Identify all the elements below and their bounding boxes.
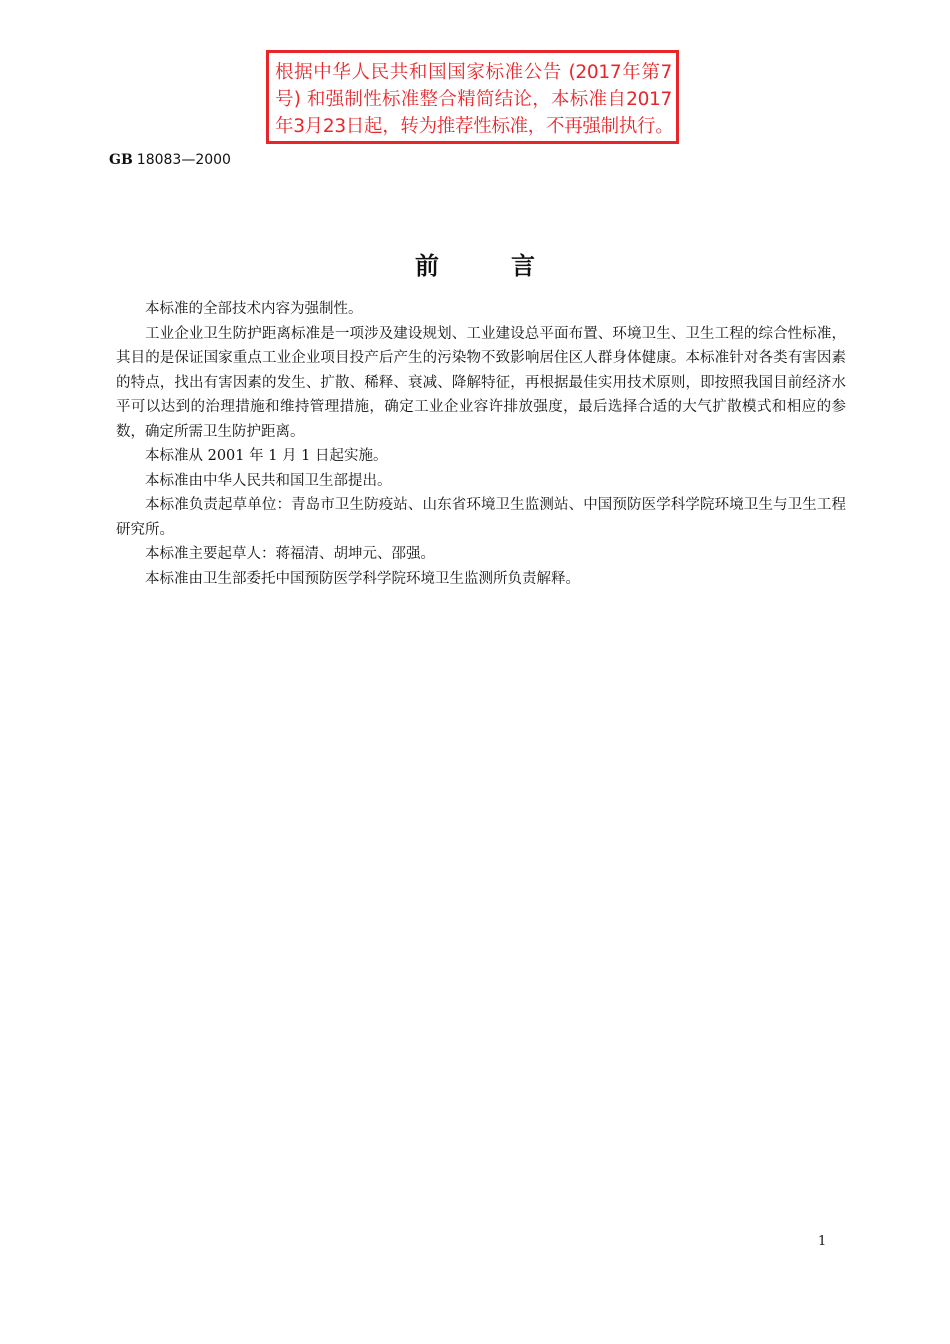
paragraph-purpose: 工业企业卫生防护距离标准是一项涉及建设规划、工业建设总平面布置、环境卫生、卫生工程的综合性标准，其目的是保证国家重点工业企业项目投产后产生的污染物不致影响居住区人群身体健康。本标准针对各类有害因素的特点，找出有害因素的发生、扩散、稀释、衰减、降解特征，再根据最佳实用技术原则，即按照我国目前经济水平可以达到的治理措施和维持管理措施，确定工业企业容许排放强度，最后选择合适的大气扩散模式和相应的参数，确定所需卫生防护距离。 [116,325,846,440]
paragraph-drafters: 本标准主要起草人：蒋福清、胡坤元、邵强。 [145,546,435,562]
standard-code-header [109,152,231,168]
paragraph-drafting-units: 本标准负责起草单位：青岛市卫生防疫站、山东省环境卫生监测站、中国预防医学科学院环境卫生与卫生工程研究所。 [116,497,846,538]
notice-line-3: 年3月23日起，转为推荐性标准，不再强制执行。 [275,116,674,137]
paragraph-effective-date: 本标准从 2001 年 1 月 1 日起实施。 [145,448,388,464]
standard-status-notice [266,50,679,144]
standard-prefix: GB [109,152,133,168]
paragraph-mandatory-content: 本标准的全部技术内容为强制性。 [145,301,363,317]
standard-number: 18083—2000 [136,152,231,168]
paragraph-interpretation: 本标准由卫生部委托中国预防医学科学院环境卫生监测所负责解释。 [145,570,580,587]
notice-line-2: 号) 和强制性标准整合精简结论，本标准自2017 [275,89,672,110]
page-title: 前言 [415,252,607,280]
foreword-body [116,297,846,591]
notice-line-1: 根据中华人民共和国国家标准公告 (2017年第7 [275,62,672,83]
page-number: 1 [818,1234,827,1249]
paragraph-proposer: 本标准由中华人民共和国卫生部提出。 [145,472,392,489]
